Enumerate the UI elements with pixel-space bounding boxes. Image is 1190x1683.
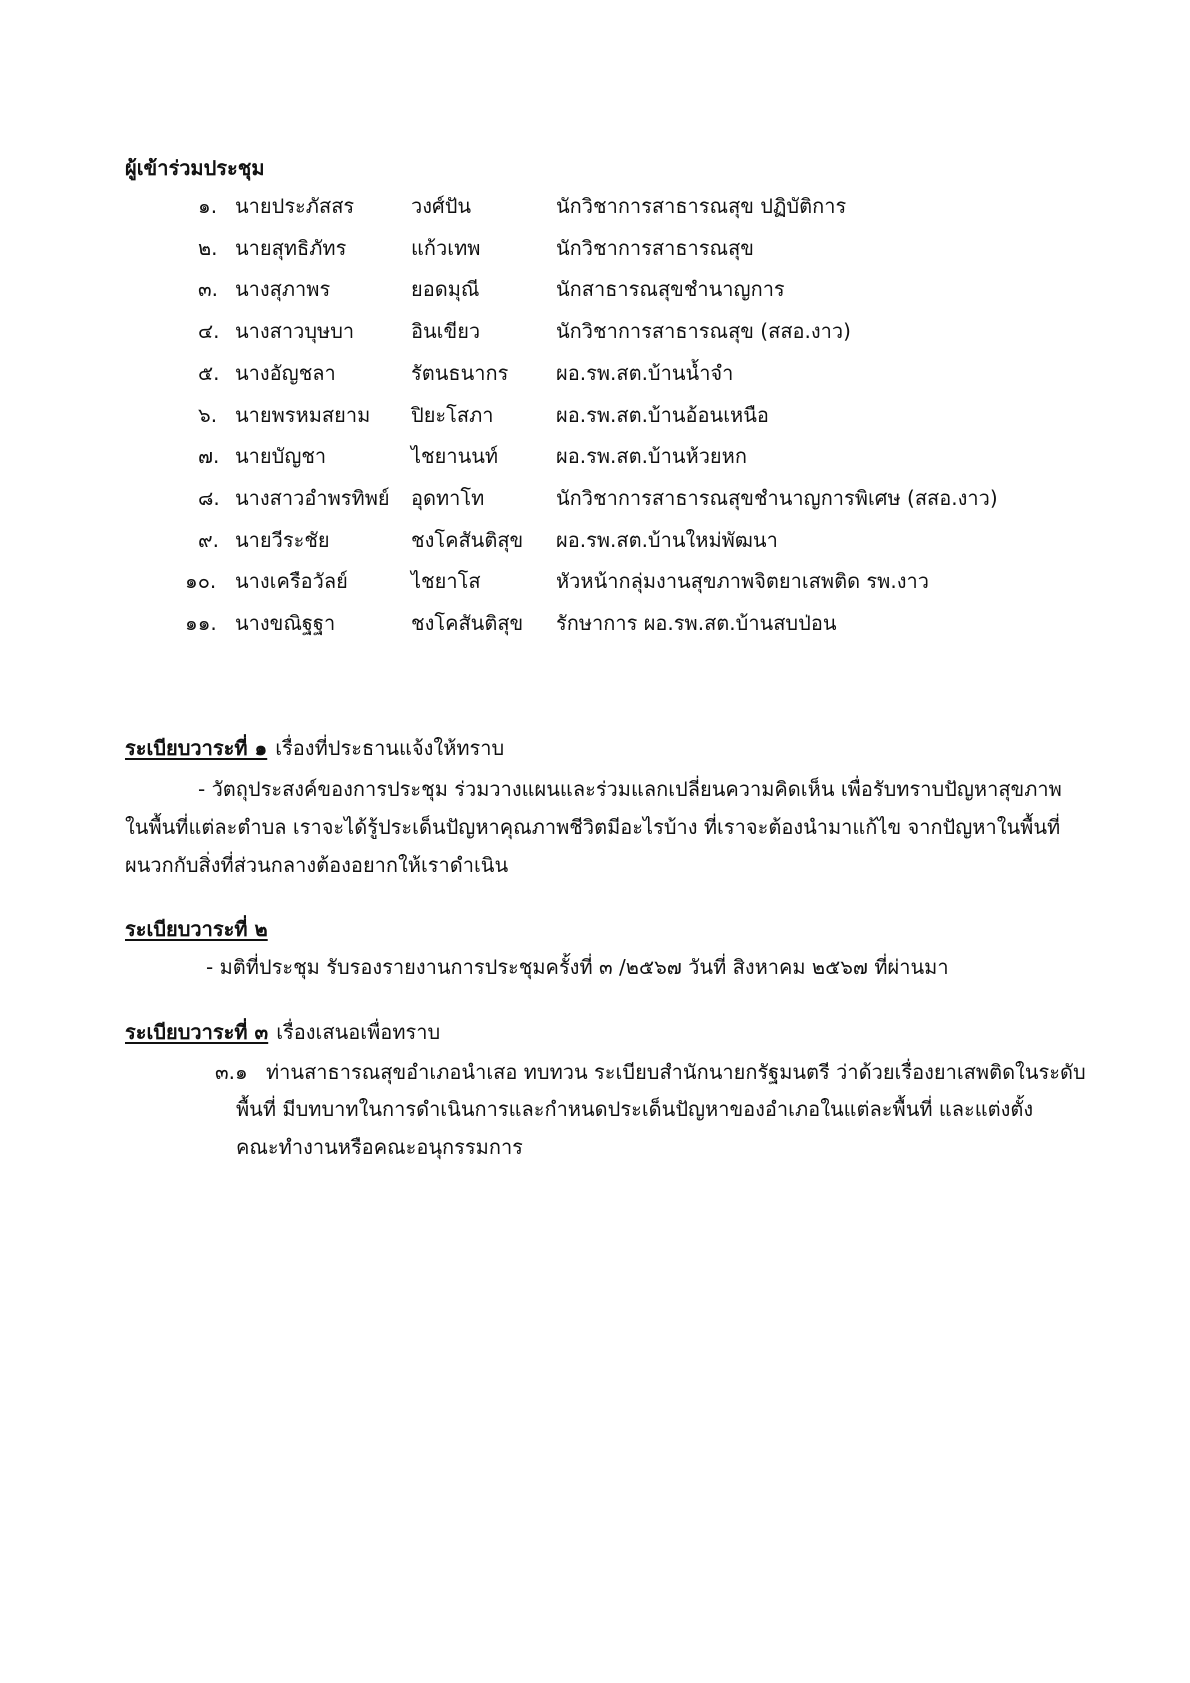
- attendee-row: [0, 607, 1190, 637]
- attendee-first-name: นายวีระชัย: [235, 528, 330, 552]
- attendee-number: ๒.: [198, 236, 218, 260]
- attendee-last-name: ยอดมุณี: [411, 277, 480, 301]
- attendee-first-name: นางสาวอำพรทิพย์: [235, 486, 390, 510]
- attendee-row: [0, 482, 1190, 512]
- attendee-last-name: ชงโคสันติสุข: [411, 528, 524, 552]
- attendee-position: นักวิชาการสาธารณสุข ปฏิบัติการ: [556, 194, 847, 218]
- agenda-1-line-1: - วัตถุประสงค์ของการประชุม ร่วมวางแผนและร่วมแลกเปลี่ยนความคิดเห็น เพื่อรับทราบปัญหาสุขภาพ: [198, 777, 1062, 801]
- attendee-row: [0, 232, 1190, 262]
- attendee-last-name: อินเขียว: [411, 319, 481, 343]
- attendee-first-name: นายประภัสสร: [235, 194, 355, 218]
- attendee-number: ๑๐.: [185, 569, 217, 593]
- agenda-2-line-1: - มติที่ประชุม รับรองรายงานการประชุมครั้งที่ ๓ /๒๕๖๗ วันที่ สิงหาคม ๒๕๖๗ ที่ผ่านมา: [206, 955, 949, 979]
- attendee-position: ผอ.รพ.สต.บ้านน้ำจำ: [556, 361, 734, 385]
- agenda-3-title-line: [125, 1016, 440, 1048]
- attendee-last-name: ปิยะโสภา: [411, 403, 494, 427]
- attendee-number: ๘.: [198, 486, 220, 510]
- attendee-first-name: นางอัญชลา: [235, 361, 336, 385]
- agenda-1-line-2: ในพื้นที่แต่ละตำบล เราจะได้รู้ประเด็นปัญหาคุณภาพชีวิตมีอะไรบ้าง ที่เราจะต้องนำมาแก้ไข จากปัญหาในพื้นที่: [125, 815, 1061, 839]
- attendee-position: นักวิชาการสาธารณสุขชำนาญการพิเศษ (สสอ.งาว): [556, 486, 998, 510]
- attendee-number: ๔.: [198, 319, 220, 343]
- attendee-position: ผอ.รพ.สต.บ้านอ้อนเหนือ: [556, 403, 769, 427]
- agenda-2-title-line: [125, 913, 268, 945]
- attendee-number: ๖.: [198, 403, 218, 427]
- attendee-row: [0, 315, 1190, 345]
- attendee-row: [0, 524, 1190, 554]
- attendee-first-name: นายบัญชา: [235, 444, 327, 468]
- attendee-first-name: นางขณิฐฐา: [235, 611, 336, 635]
- attendee-position: นักวิชาการสาธารณสุข: [556, 236, 754, 260]
- attendee-row: [0, 273, 1190, 303]
- attendee-position: ผอ.รพ.สต.บ้านใหม่พัฒนา: [556, 528, 778, 552]
- attendees-heading: ผู้เข้าร่วมประชุม: [125, 156, 265, 180]
- attendee-position: รักษาการ ผอ.รพ.สต.บ้านสบป่อน: [556, 611, 837, 635]
- agenda-1-line-3: ผนวกกับสิ่งที่ส่วนกลางต้องอยากให้เราดำเนิน: [125, 853, 509, 877]
- agenda-2-title: ระเบียบวาระที่ ๒: [125, 917, 268, 941]
- attendee-last-name: ชงโคสันติสุข: [411, 611, 524, 635]
- attendee-first-name: นายพรหมสยาม: [235, 403, 371, 427]
- agenda-1-title: ระเบียบวาระที่ ๑: [125, 736, 268, 760]
- attendee-row: [0, 190, 1190, 220]
- attendee-number: ๓.: [198, 277, 219, 301]
- agenda-1-subtitle: เรื่องที่ประธานแจ้งให้ทราบ: [275, 736, 505, 760]
- attendee-last-name: อุดทาโท: [411, 486, 485, 510]
- attendee-first-name: นางสุภาพร: [235, 277, 331, 301]
- attendee-last-name: วงศ์ปัน: [411, 194, 472, 218]
- agenda-3-item-number: ๓.๑: [215, 1060, 248, 1084]
- attendee-row: [0, 565, 1190, 595]
- attendee-row: [0, 399, 1190, 429]
- agenda-1-title-line: [125, 732, 504, 764]
- attendee-last-name: ไชยานนท์: [411, 444, 499, 468]
- agenda-3-line-2: พื้นที่ มีบทบาทในการดำเนินการและกำหนดประเด็นปัญหาของอำเภอในแต่ละพื้นที่ และแต่งตั้ง: [236, 1097, 1034, 1121]
- attendee-number: ๑.: [198, 194, 218, 218]
- attendee-first-name: นายสุทธิภัทร: [235, 236, 347, 260]
- agenda-3-title: ระเบียบวาระที่ ๓: [125, 1020, 269, 1044]
- attendee-position: นักสาธารณสุขชำนาญการ: [556, 277, 785, 301]
- attendee-position: หัวหน้ากลุ่มงานสุขภาพจิตยาเสพติด รพ.งาว: [556, 569, 929, 593]
- attendee-number: ๑๑.: [185, 611, 217, 635]
- attendee-number: ๙.: [198, 528, 220, 552]
- attendee-row: [0, 440, 1190, 470]
- attendee-last-name: รัตนธนากร: [411, 361, 509, 385]
- attendee-first-name: นางเครือวัลย์: [235, 569, 348, 593]
- attendee-position: นักวิชาการสาธารณสุข (สสอ.งาว): [556, 319, 851, 343]
- attendee-number: ๗.: [198, 444, 220, 468]
- attendee-number: ๕.: [198, 361, 220, 385]
- attendee-last-name: แก้วเทพ: [411, 236, 481, 260]
- agenda-3-line-1: ท่านสาธารณสุขอำเภอนำเสอ ทบทวน ระเบียบสำนักนายกรัฐมนตรี ว่าด้วยเรื่องยาเสพติดในระดับ: [266, 1060, 1086, 1084]
- attendee-first-name: นางสาวบุษบา: [235, 319, 355, 343]
- agenda-3-subtitle: เรื่องเสนอเพื่อทราบ: [276, 1020, 441, 1044]
- agenda-3-line-3: คณะทำงานหรือคณะอนุกรรมการ: [236, 1135, 523, 1159]
- attendee-last-name: ไชยาโส: [411, 569, 481, 593]
- attendee-row: [0, 357, 1190, 387]
- attendee-position: ผอ.รพ.สต.บ้านห้วยหก: [556, 444, 747, 468]
